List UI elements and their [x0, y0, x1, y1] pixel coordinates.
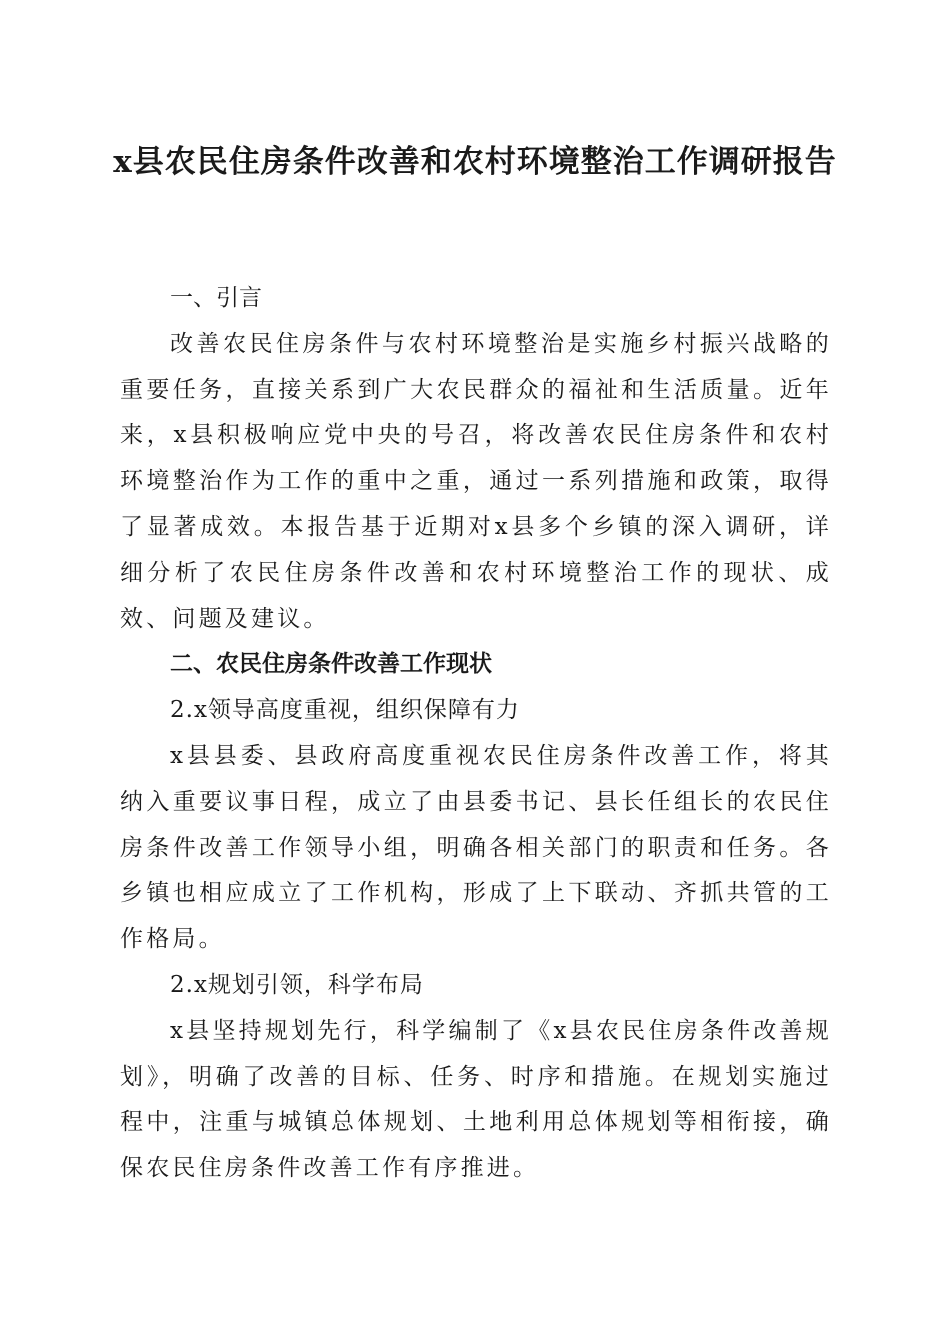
subsection-heading-leadership: 2.x领导高度重视，组织保障有力 [170, 697, 520, 724]
intro-paragraph: 改善农民住房条件与农村环境整治是实施乡村振兴战略的重要任务，直接关系到广大农民群众的福祉和生活质量。近年来，x县积极响应党中央的号召，将改善农民住房条件和农村环境整治作为工作的重中之重，通过一系列措施和政策，取得了显著成效。本报告基于近期对x县多个乡镇的深入调研，详细分析了农民住房条件改善和农村环境整治工作的现状、成效、问题及建议。 [120, 330, 832, 632]
section-heading-status: 二、农民住房条件改善工作现状 [170, 651, 492, 678]
planning-paragraph: x县坚持规划先行，科学编制了《x县农民住房条件改善规划》，明确了改善的目标、任务、时序和措施。在规划实施过程中，注重与城镇总体规划、土地利用总体规划等相衔接，确保农民住房条件改善工作有序推进。 [120, 1017, 832, 1182]
section-heading-intro: 一、引言 [170, 285, 262, 311]
leadership-paragraph: x县县委、县政府高度重视农民住房条件改善工作，将其纳入重要议事日程，成立了由县委书记、县长任组长的农民住房条件改善工作领导小组，明确各相关部门的职责和任务。各乡镇也相应成立了工作机构，形成了上下联动、齐抓共管的工作格局。 [120, 742, 832, 953]
subsection-heading-planning: 2.x规划引领，科学布局 [170, 971, 424, 998]
document-body [120, 276, 832, 1192]
document-title: x县农民住房条件改善和农村环境整治工作调研报告 [113, 144, 837, 180]
